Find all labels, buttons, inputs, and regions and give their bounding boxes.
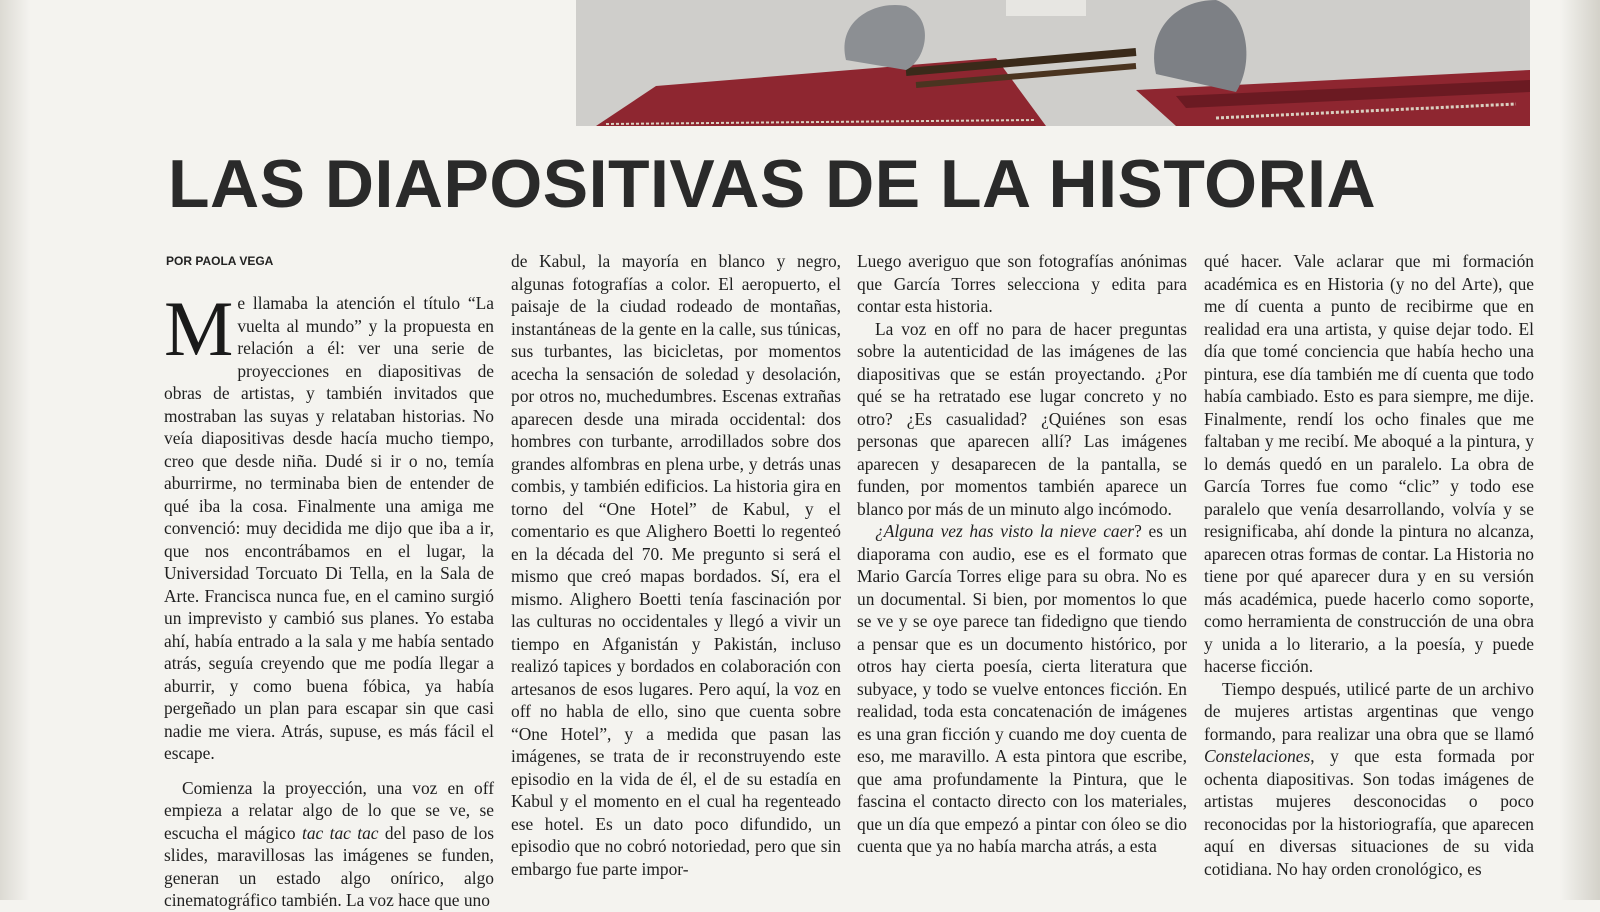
page-edge-left xyxy=(0,0,30,900)
paragraph: Comienza la proyección, una voz en off empieza a relatar algo de lo que se ve, se escucha el mágico tac tac tac del paso de los slides, maravillosas las imágenes se funden, generan un estado algo onírico, algo cinematográfico también. La voz hace que uno xyxy=(164,777,494,910)
article-column-4 xyxy=(1204,250,1534,880)
article-column-3 xyxy=(857,250,1187,858)
headline: LAS DIAPOSITIVAS DE LA HISTORIA xyxy=(168,146,1377,222)
paragraph: Tiempo después, utilicé parte de un archivo de mujeres artistas argentinas que vengo formando, para realizar una obra que se llamó Constelaciones, y que esta formada por ochenta diapositivas. Son todas imágenes de artistas mujeres desconocidas o poco reconocidas por la historiografía, que aparecen aquí en diversas situaciones de su vida cotidiana. No hay orden cronológico, es xyxy=(1204,678,1534,879)
paragraph: qué hacer. Vale aclarar que mi formación académica es en Historia (y no del Arte), que me dí cuenta a punto de recibirme que en realidad era una artista, y quise dejar todo. El día que tomé conciencia que había hecho una pintura, ese día también me dí cuenta que todo había cambiado. Esto es para siempre, me dije. Finalmente, rendí los ocho finales que me faltaban y me recibí. Me aboqué a la pintura, y lo demás quedó en un paralelo. La obra de García Torres fue como “clic” y todo ese paralelo que venía desarrollando, volvía y se resignificaba, ahí donde la pintura no alcanza, aparecen otras formas de contar. La Historia no tiene por qué aparecer dura y en su versión más académica, puede hacerlo como soporte, como herramienta de construcción de una obra y unida a lo literario, a la poesía, y puede hacerse ficción. xyxy=(1204,251,1534,676)
photo-illustration xyxy=(576,0,1530,126)
paragraph: ¿Alguna vez has visto la nieve caer? es un diaporama con audio, ese es el formato que Mario García Torres elige para su obra. No es un documental. Si bien, por momentos lo que se ve y se oye parece tan fidedigno que tiendo a pensar que es un documento histórico, por otros hay cierta poesía, cierta literatura que subyace, y todo se vuelve entonces ficción. En realidad, toda esta concatenación de imágenes es una gran ficción y cuando me doy cuenta de eso, me maravillo. A esta pintora que escribe, que ama profundamente la Pintura, que le fascina el contacto directo con los materiales, que un día que empezó a pintar con óleo se dio cuenta que ya no había marcha atrás, a esta xyxy=(857,521,1187,856)
drop-cap: M xyxy=(164,285,234,372)
paragraph: de Kabul, la mayoría en blanco y negro, algunas fotografías a color. El aeropuerto, el paisaje de la ciudad rodeado de montañas, instantáneas de la gente en la calle, sus túnicas, sus turbantes, las bicicletas, por momentos acecha la sensación de soledad y desolación, por otros no, muchedumbres. Escenas extrañas aparecen desde una mirada occidental: dos hombres con turbante, arrodillados sobre dos grandes alfombras en plena urbe, y detrás unas combis, y también edificios. La historia gira en torno del “One Hotel” de Kabul, y el comentario es que Alighero Boetti lo regenteó en la década del 70. Me pregunto si será el mismo que creó mapas bordados. Sí, era el mismo. Alighero Boetti tenía fascinación por las culturas no occidentales y llegó a vivir un tiempo en Afganistán y Pakistán, incluso realizó tapices y bordados en colaboración con artesanos de esos lugares. Pero aquí, la voz en off no habla de ello, sino que cuenta sobre “One Hotel”, y a medida que pasan las imágenes, se trata de ir reconstruyendo este episodio en la vida de él, el de su estadía en Kabul y el momento en el cual ha regenteado ese hotel. Es un dato poco difundido, un episodio que no cobró notoriedad, pero que sin embargo fue parte impor- xyxy=(511,251,841,879)
article-column-1 xyxy=(164,285,494,910)
paragraph: e llamaba la atención el título “La vuelta al mundo” y la propuesta en relación a él: ver una serie de proyecciones en diapositivas de obras de artistas, y también invitados que mostraban las suyas y relataban historias. No veía diapositivas desde hacía mucho tiempo, creo que desde niña. Dudé si ir o no, temía aburrirme, no terminaba bien de entender de qué iba la cosa. Finalmente una amiga me convenció: muy decidida me dijo que iba a ir, que nos encontrábamos en el lugar, la Universidad Torcuato Di Tella, en la Sala de Arte. Francisca nunca fue, en el camino surgió un imprevisto y cambió sus planes. Yo estaba ahí, había entrado a la sala y me había sentado atrás, seguía creyendo que me podía llegar a aburrir, y como buena fóbica, ya había pergeñado un plan para escapar sin que casi nadie me viera. Atrás, supuse, es más fácil el escape. xyxy=(164,293,494,763)
article-photo xyxy=(576,0,1530,126)
article-column-2 xyxy=(511,250,841,880)
byline: POR PAOLA VEGA xyxy=(166,254,274,268)
paragraph: La voz en off no para de hacer preguntas sobre la autenticidad de las imágenes de las diapositivas que se están proyectando. ¿Por qué se ha retratado ese lugar concreto y no otro? ¿Es casualidad? ¿Quiénes son esas personas que aparecen allí? Las imágenes aparecen y desaparecen de la pantalla, se funden, por momentos también aparece un blanco por más de un minuto algo incómodo. xyxy=(857,318,1187,519)
paragraph: Luego averiguo que son fotografías anónimas que García Torres selecciona y edita para contar esta historia. xyxy=(857,251,1187,316)
page-edge-right xyxy=(1560,0,1600,900)
